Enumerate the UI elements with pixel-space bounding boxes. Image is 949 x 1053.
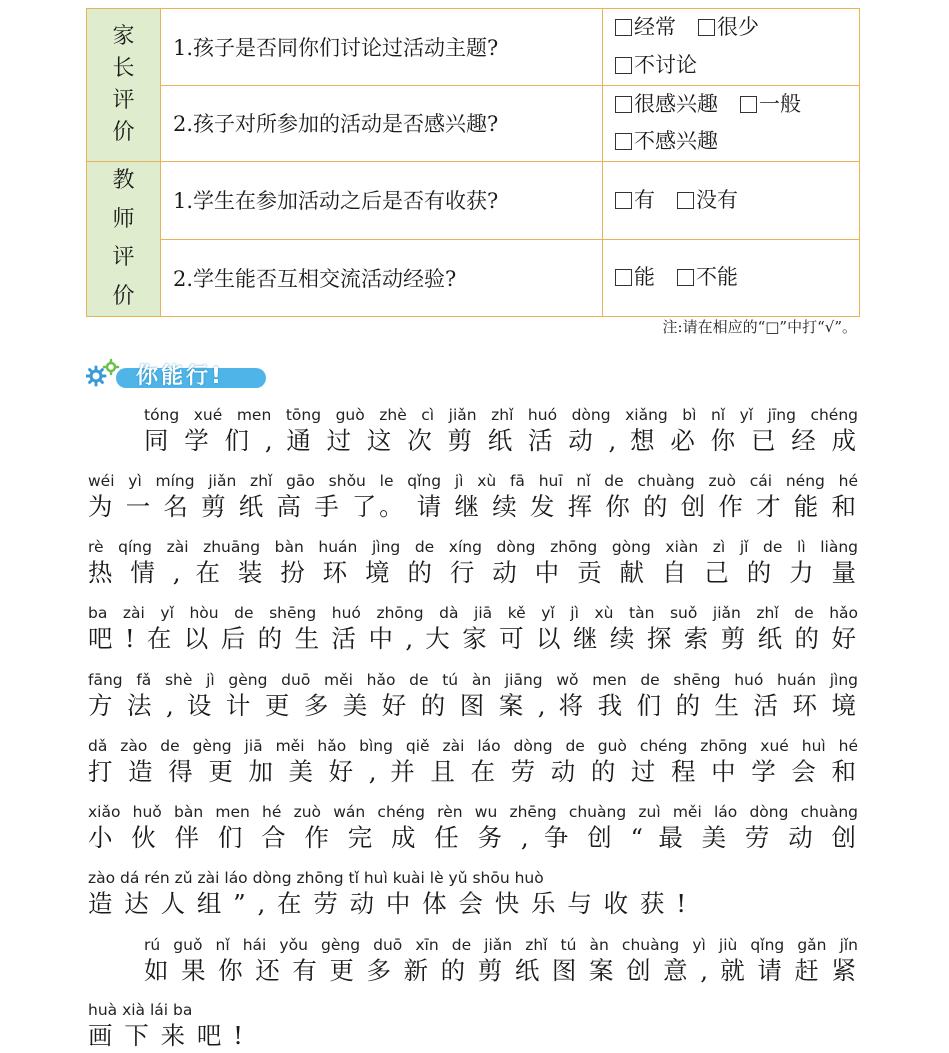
option-label: 不感兴趣 [634,129,718,154]
checkbox-icon[interactable] [615,192,632,209]
passage-line [88,537,858,589]
group-label-char: 评 [112,245,135,271]
question-cell: 2.孩子对所参加的活动是否感兴趣? [161,85,603,162]
passage-line [88,1000,858,1052]
option-label: 没有 [696,187,738,212]
options-cell [603,85,860,162]
option-label: 不讨论 [634,52,697,77]
passage-line [88,405,858,457]
table-row [87,162,860,240]
pinyin-line: zào dá rén zǔ zài láo dòng zhōng tǐ huì kuài lè yǔ shōu huò [88,869,544,887]
checkbox-icon[interactable] [740,96,757,113]
option-checkbox[interactable] [677,259,738,297]
group-label-teacher [87,162,161,317]
option-label: 经常 [634,15,676,39]
group-label-char: 长 [112,56,135,82]
checkbox-icon[interactable] [615,269,632,286]
passage-line [88,670,858,722]
checkbox-icon[interactable] [615,19,632,36]
checkbox-icon[interactable] [698,19,715,36]
section-title: 你能行! [136,364,225,389]
hanzi-line: 同 学 们 , 通 过 这 次 剪 纸 活 动 , 想 必 你 已 经 成 [144,426,858,455]
option-label: 不能 [696,265,738,290]
group-label-char: 价 [112,119,135,145]
pinyin-line: wéi yì míng jiǎn zhǐ gāo shǒu le qǐng jì xù fā huī nǐ de chuàng zuò cái néng hé [88,472,858,490]
options-cell [603,239,860,317]
pinyin-line: huà xià lái ba [88,1001,193,1019]
passage-line [88,603,858,655]
checkbox-icon[interactable] [677,192,694,209]
group-label-parent [87,9,161,162]
option-checkbox[interactable] [677,182,738,220]
option-checkbox[interactable] [615,47,697,85]
group-label-char: 教 [112,168,135,194]
question-cell: 1.学生在参加活动之后是否有收获? [161,162,603,240]
table-row [87,9,860,86]
hanzi-line: 小 伙 伴 们 合 作 完 成 任 务 , 争 创 “ 最 美 劳 动 创 [88,823,858,852]
option-checkbox[interactable] [698,9,759,47]
section-badge [86,358,271,388]
options-cell [603,162,860,240]
pinyin-line: rú guǒ nǐ hái yǒu gèng duō xīn de jiǎn zhǐ tú àn chuàng yì jiù qǐng gǎn jǐn [144,936,858,954]
option-label: 能 [634,265,655,290]
option-checkbox[interactable] [615,9,676,47]
hanzi-line: 打 造 得 更 加 美 好 , 并 且 在 劳 动 的 过 程 中 学 会 和 [88,757,858,786]
evaluation-table [86,8,860,317]
hanzi-line: 热 情 , 在 装 扮 环 境 的 行 动 中 贡 献 自 己 的 力 量 [88,558,858,587]
passage-line [88,471,858,523]
checkbox-icon[interactable] [615,133,632,150]
group-label-char: 家 [112,24,135,50]
group-label-char: 价 [112,283,135,309]
pinyin-line: fāng fǎ shè jì gèng duō měi hǎo de tú àn jiāng wǒ men de shēng huó huán jìng [88,671,858,689]
option-label: 有 [634,187,655,212]
passage-line [88,868,858,920]
checkbox-icon[interactable] [615,57,632,74]
hanzi-line: 为 一 名 剪 纸 高 手 了。 请 继 续 发 挥 你 的 创 作 才 能 和 [88,492,858,521]
pinyin-line: rè qíng zài zhuāng bàn huán jìng de xíng dòng zhōng gòng xiàn zì jǐ de lì liàng [88,538,858,556]
hanzi-line: 造 达 人 组 ” , 在 劳 动 中 体 会 快 乐 与 收 获 ! [88,889,689,918]
passage-line [88,935,858,987]
passage-line [88,802,858,854]
checkbox-icon[interactable] [615,96,632,113]
pinyin-line: dǎ zào de gèng jiā měi hǎo bìng qiě zài láo dòng de guò chéng zhōng xué huì hé [88,737,858,755]
passage-line [88,736,858,788]
pinyin-line: tóng xué men tōng guò zhè cì jiǎn zhǐ huó dòng xiǎng bì nǐ yǐ jīng chéng [144,406,858,424]
option-label: 很感兴趣 [634,91,718,116]
checkbox-icon[interactable] [677,269,694,286]
option-checkbox[interactable] [615,123,718,161]
option-checkbox[interactable] [615,182,655,220]
option-checkbox[interactable] [615,86,718,124]
group-label-char: 师 [112,206,135,232]
table-row [87,239,860,317]
options-cell [603,9,860,86]
option-label: 很少 [717,15,759,39]
hanzi-line: 吧 ! 在 以 后 的 生 活 中 , 大 家 可 以 继 续 探 索 剪 纸 的 好 [88,624,858,653]
option-label: 一般 [759,91,801,116]
pinyin-line: ba zài yǐ hòu de shēng huó zhōng dà jiā kě yǐ jì xù tàn suǒ jiǎn zhǐ de hǎo [88,604,858,622]
hanzi-line: 方 法 , 设 计 更 多 美 好 的 图 案 , 将 我 们 的 生 活 环 境 [88,691,858,720]
table-note: 注:请在相应的“□”中打“√”。 [662,318,857,336]
question-cell: 1.孩子是否同你们讨论过活动主题? [161,9,603,86]
pinyin-line: xiǎo huǒ bàn men hé zuò wán chéng rèn wu zhēng chuàng zuì měi láo dòng chuàng [88,803,858,821]
group-label-char: 评 [112,88,135,114]
table-row [87,85,860,162]
hanzi-line: 画 下 来 吧 ! [88,1021,245,1050]
option-checkbox[interactable] [615,259,655,297]
option-checkbox[interactable] [740,86,801,124]
hanzi-line: 如 果 你 还 有 更 多 新 的 剪 纸 图 案 创 意 , 就 请 赶 紧 [144,956,858,985]
question-cell: 2.学生能否互相交流活动经验? [161,239,603,317]
